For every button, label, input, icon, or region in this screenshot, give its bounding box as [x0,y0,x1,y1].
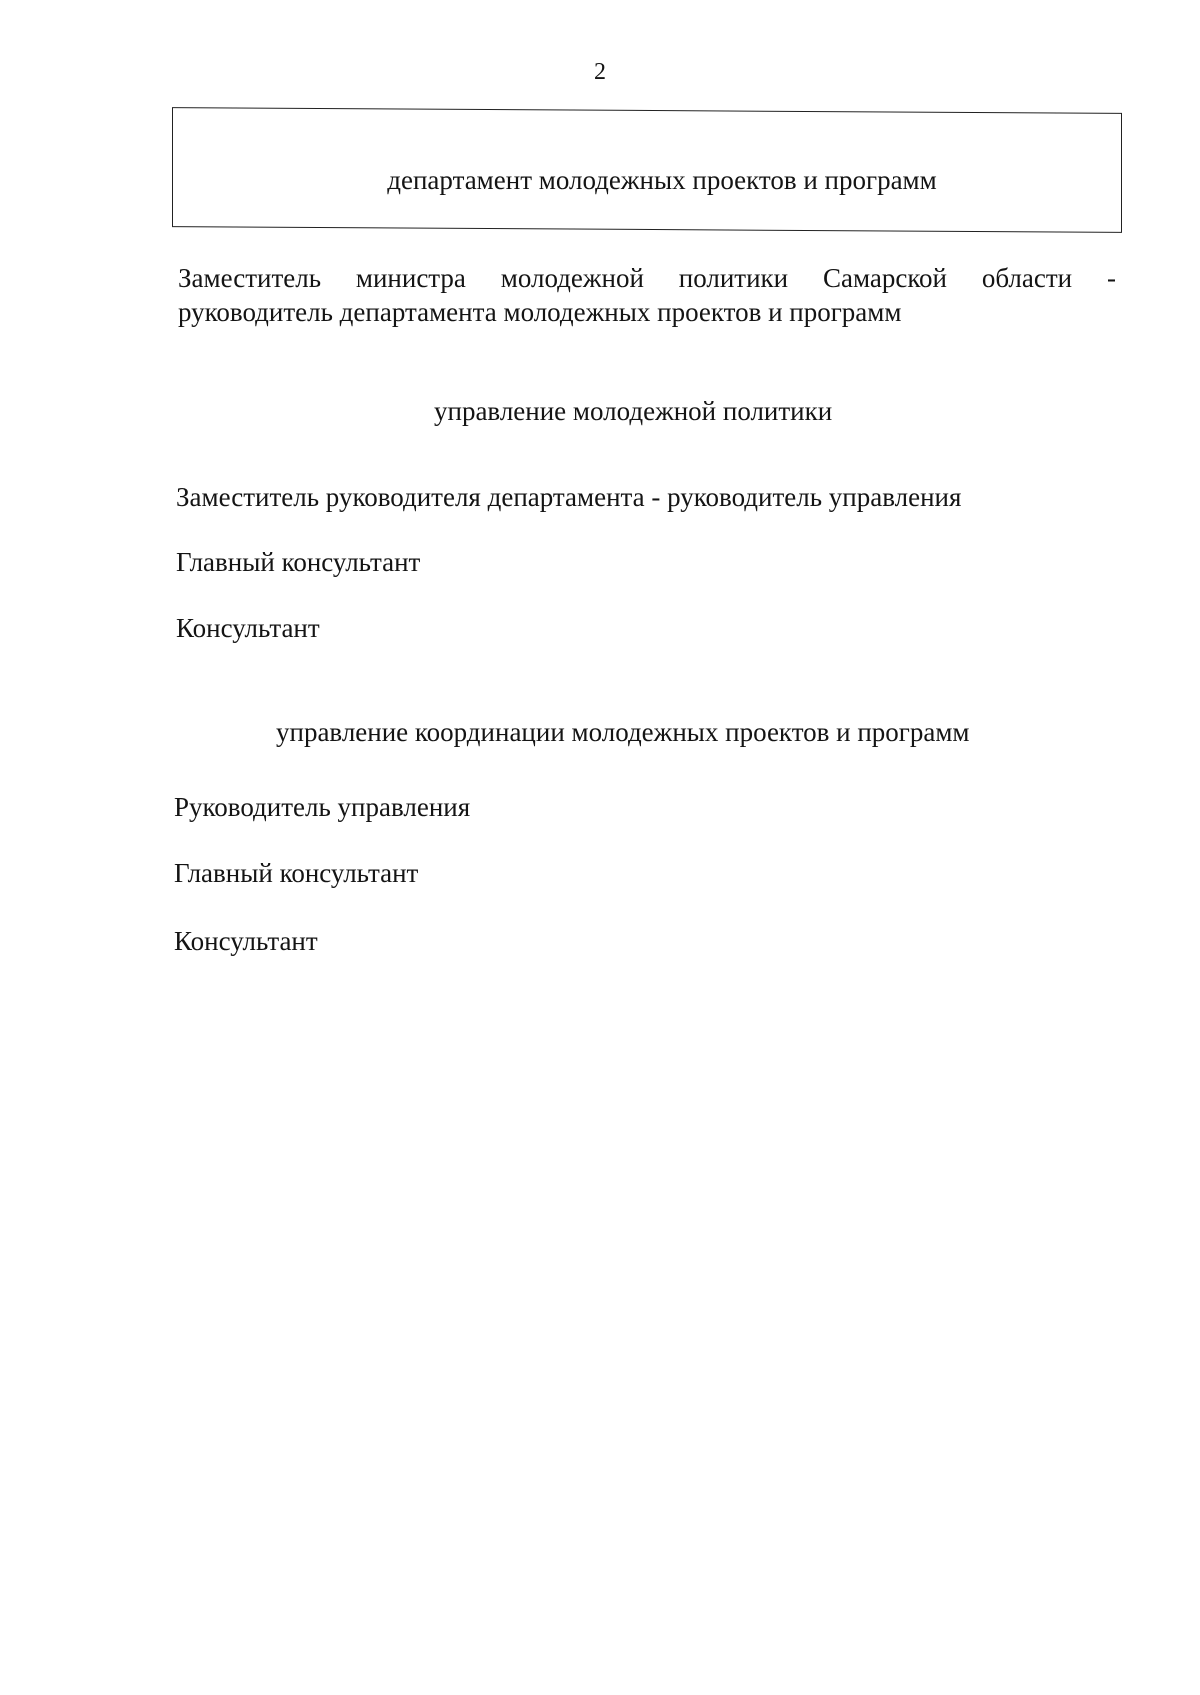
word: политики [678,263,789,293]
position-item: Консультант [174,926,318,956]
word: Самарской [822,263,948,293]
section-heading: управление молодежной политики [434,396,833,426]
department-title: департамент молодежных проектов и программ [387,165,937,195]
page-number: 2 [594,59,606,85]
word: молодежной [500,263,644,293]
word: Заместитель [178,263,322,293]
section-heading: управление координации молодежных проектов и программ [276,717,970,747]
department-head-line-1 [178,262,1116,294]
position-item: Главный консультант [176,547,421,577]
word: - [1106,263,1116,293]
position-item: Заместитель руководителя департамента - руководитель управления [176,482,962,512]
word: области [981,263,1073,293]
word: министра [355,263,466,293]
position-item: Консультант [176,613,320,643]
department-head-line-2: руководитель департамента молодежных проектов и программ [178,297,902,327]
position-item: Руководитель управления [174,792,471,822]
position-item: Главный консультант [174,858,419,888]
